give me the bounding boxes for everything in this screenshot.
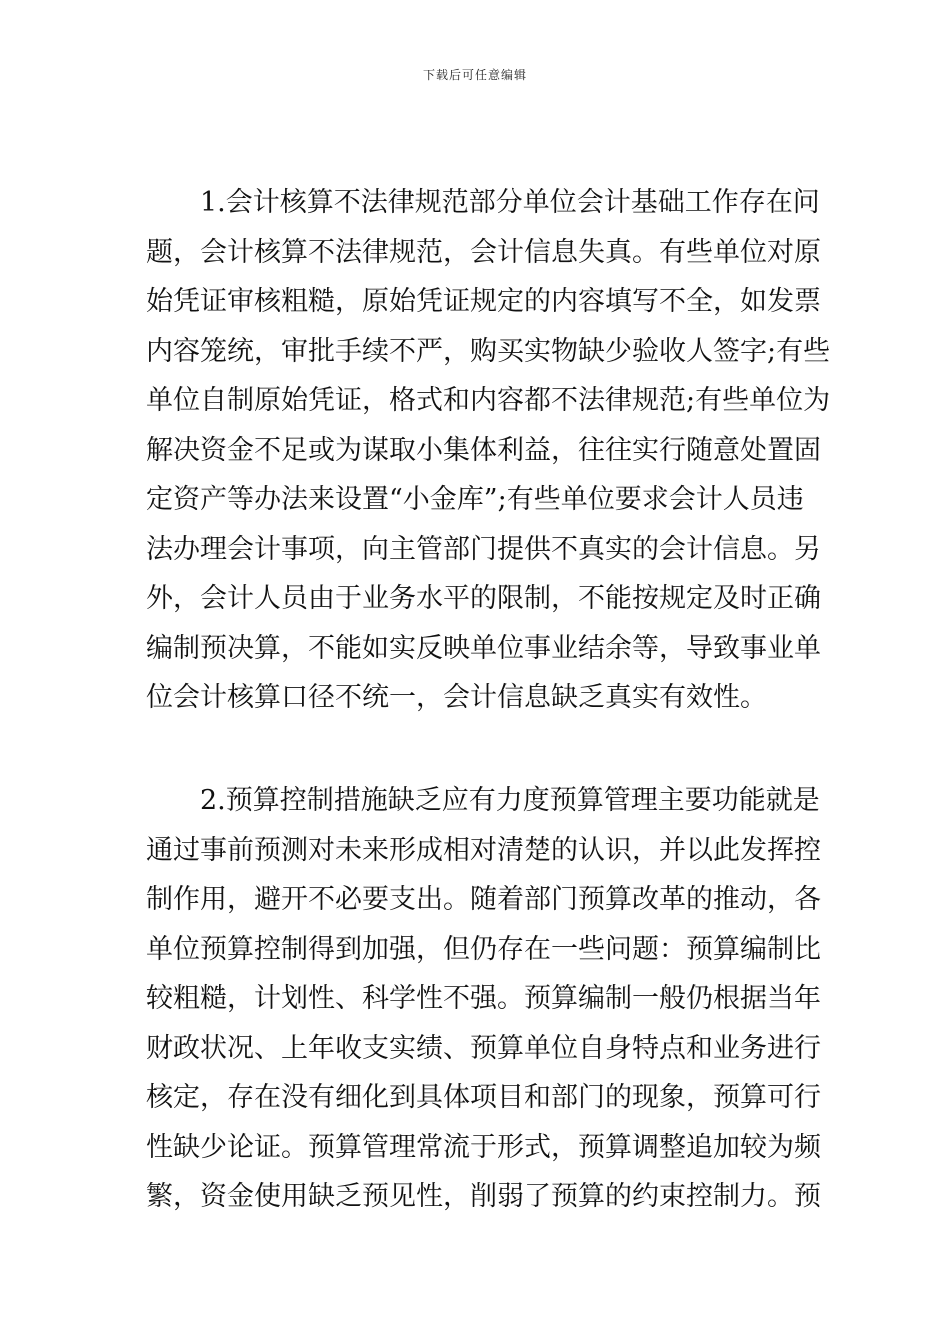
paragraph-line: 位会计核算口径不统一，会计信息缺乏真实有效性。 <box>146 682 767 713</box>
paragraph-line: 1.会计核算不法律规范部分单位会计基础工作存在问 <box>200 187 820 218</box>
paragraph-line: 单位预算控制得到加强，但仍存在一些问题：预算编制比 <box>146 933 821 965</box>
paragraph-line: 核定，存在没有细化到具体项目和部门的现象，预算可行 <box>146 1082 821 1113</box>
paragraph-line: 始凭证审核粗糙，原始凭证规定的内容填写不全，如发票 <box>146 286 821 317</box>
paragraph-line: 内容笼统，审批手续不严，购买实物缺少验收人签字;有些 <box>146 335 831 367</box>
paragraph-line: 2.预算控制措施缺乏应有力度预算管理主要功能就是 <box>200 785 820 816</box>
paragraph-line: 制作用，避开不必要支出。随着部门预算改革的推动，各 <box>146 884 821 915</box>
paragraph-line: 法办理会计事项，向主管部门提供不真实的会计信息。另 <box>146 533 821 565</box>
paragraph-line: 定资产等办法来设置“小金库”;有些单位要求会计人员违 <box>146 484 804 515</box>
paragraph-line: 外，会计人员由于业务水平的限制，不能按规定及时正确 <box>146 583 821 614</box>
paragraph-line: 繁，资金使用缺乏预见性，削弱了预算的约束控制力。预 <box>146 1181 821 1212</box>
paragraph-line: 财政状况、上年收支实绩、预算单位自身特点和业务进行 <box>146 1032 821 1064</box>
paragraph-2 <box>146 776 821 1222</box>
paragraph-line: 较粗糙，计划性、科学性不强。预算编制一般仍根据当年 <box>146 983 821 1014</box>
paragraph-line: 编制预决算，不能如实反映单位事业结余等，导致事业单 <box>146 632 821 664</box>
paragraph-line: 解决资金不足或为谋取小集体利益，往往实行随意处置固 <box>146 434 821 466</box>
page-header: 下载后可任意编辑 <box>422 68 527 82</box>
paragraph-line: 性缺少论证。预算管理常流于形式，预算调整追加较为频 <box>146 1131 821 1163</box>
paragraph-1 <box>146 178 831 723</box>
paragraph-line: 题，会计核算不法律规范，会计信息失真。有些单位对原 <box>146 236 821 268</box>
paragraph-line: 通过事前预测对未来形成相对清楚的认识，并以此发挥控 <box>146 834 821 866</box>
paragraph-line: 单位自制原始凭证，格式和内容都不法律规范;有些单位为 <box>146 385 831 416</box>
